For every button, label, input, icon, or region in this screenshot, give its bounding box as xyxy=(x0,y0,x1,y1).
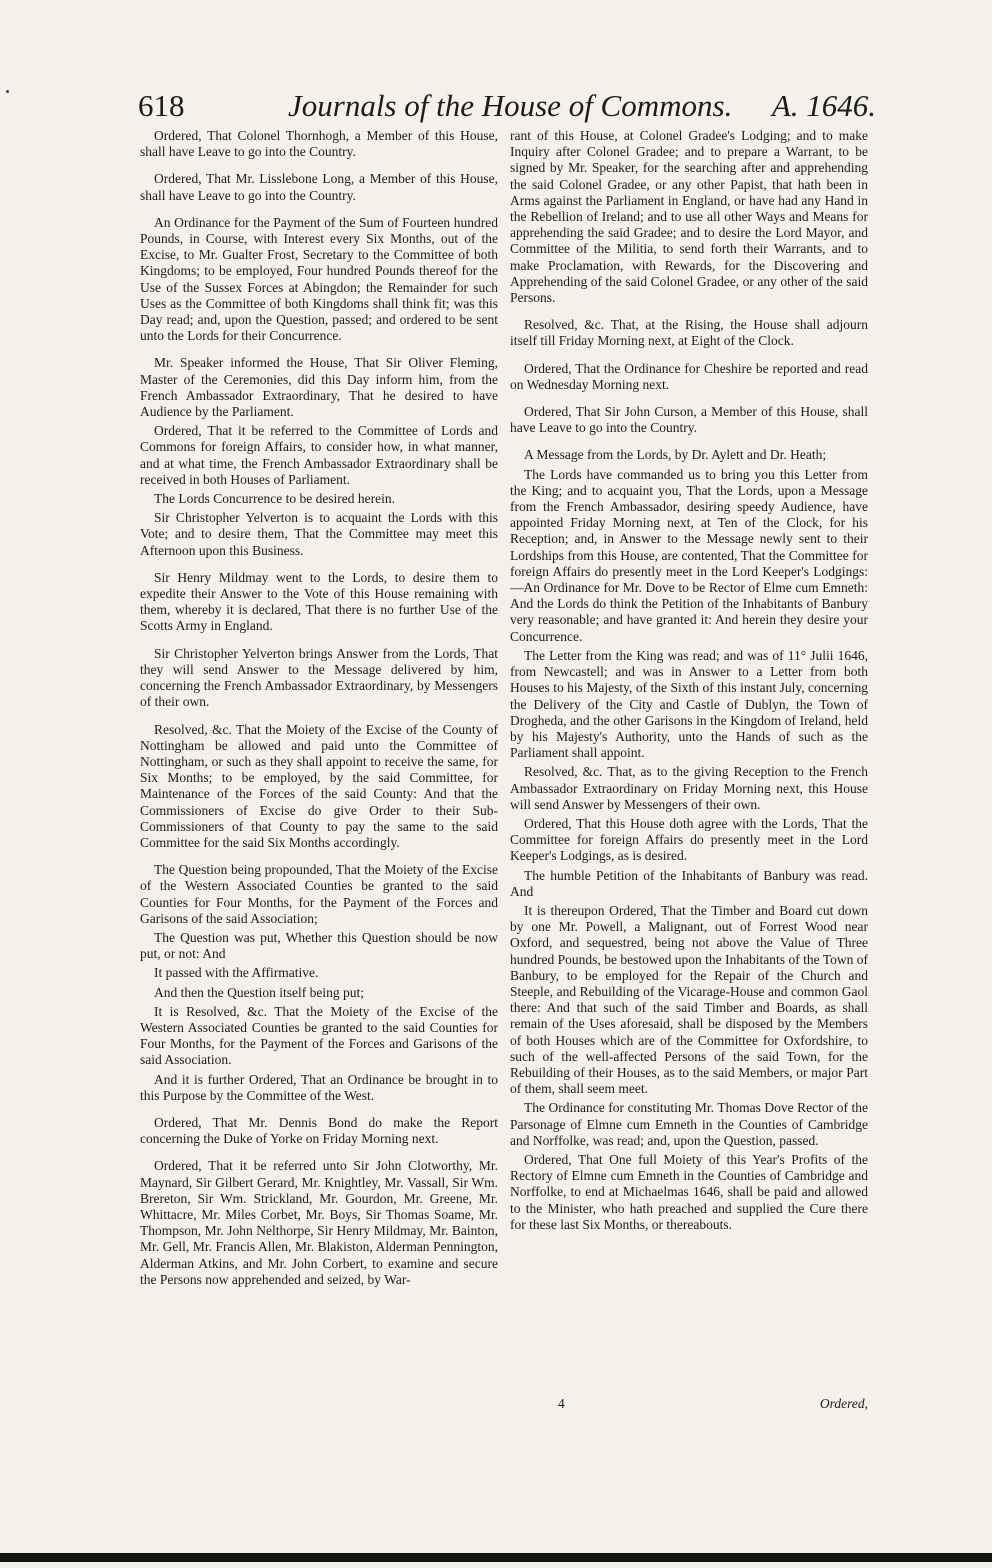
entry: And it is further Ordered, That an Ordinance be brought in to this Purpose by the Committee of the West. xyxy=(140,1071,498,1103)
page-footer xyxy=(510,1396,868,1414)
margin-speck xyxy=(6,90,9,93)
entry: It is thereupon Ordered, That the Timber and Board cut down by one Mr. Powell, a Malignant, out of Forrest Wood near Oxford, and sequestred, being not above the Value of Three hundred Pounds, be bestowed upon the Inhabitants of the Town of Banbury, to be employed for the Repair of the Church and Steeple, and Rebuilding of the Vicarage-House and common Gaol there: And that such of the said Timber and Boards, as shall remain of the Uses aforesaid, shall be disposed by the Members of both Houses which are of the Committee for Oxfordshire, to such of the well-affected Persons of the said Town, for the Rebuilding of their Houses, as to the said Members, or major Part of them, shall seem meet. xyxy=(510,902,868,1097)
entry: Ordered, That it be referred to the Committee of Lords and Commons for foreign Affairs, to consider how, in what manner, and at what time, the French Ambassador Extraordinary shall be received in both Houses of Parliament. xyxy=(140,423,498,487)
year-label: A. 1646. xyxy=(771,88,876,123)
entry: rant of this House, at Colonel Gradee's Lodging; and to make Inquiry after Colonel Gradee; and to prepare a Warrant, to be signed by Mr. Speaker, for the searching after and apprehending the said Colonel Gradee, or any other Papist, that hath been in Arms against the Parliament in England, or have had any Hand in the Rebellion of Ireland; and to use all other Ways and Means for apprehending the said Gradee; and to desire the Lord Mayor, and Committee of the Militia, to send forth their Warrants, and to make Proclamation, with Rewards, for the Discovering and Apprehending of the said Colonel Gradee, or any other of the said Persons. xyxy=(510,128,868,306)
entry: Sir Henry Mildmay went to the Lords, to desire them to expedite their Answer to the Vote of this House remaining with them, whereby it is declared, That there is no further Use of the Scotts Army in England. xyxy=(140,569,498,634)
entry: Ordered, That One full Moiety of this Year's Profits of the Rectory of Elmne cum Emneth in the Counties of Cambridge and Norffolke, to end at Michaelmas 1646, shall be paid and allowed to the Minister, who hath preached and supplied the Cure there for these last Six Months, or thereabouts. xyxy=(510,1151,868,1232)
entry: The Question was put, Whether this Question should be now put, or not: And xyxy=(140,929,498,962)
bottom-border xyxy=(0,1553,992,1562)
entry: It passed with the Affirmative. xyxy=(154,965,319,981)
entry: Ordered, That this House doth agree with the Lords, That the Committee for foreign Affairs do presently meet in the Lord Keeper's Lodgings, as is desired. xyxy=(510,815,868,864)
entry: Ordered, That the Ordinance for Cheshire be reported and read on Wednesday Morning next. xyxy=(510,360,868,392)
entry: The Lords Concurrence to be desired herein. xyxy=(154,491,396,507)
journal-title: Journals of the House of Commons. xyxy=(288,88,733,123)
entry: The Lords have commanded us to bring you this Letter from the King; and to acquaint you, That the Lords, upon a Message from the French Ambassador, desiring speedy Audience, have appointed Friday Morning next, at Ten of the Clock, for his Reception; and, in Answer to the Message newly sent to their Lordships from this House, are contented, That the Committee for foreign Affairs do presently meet in the Lord Keeper's Lodgings: —An Ordinance for Mr. Dove to be Rector of Elme cum Emneth: And the Lords do think the Petition of the Inhabitants of Banbury very reasonable; and have granted it: And herein they desire your Concurrence. xyxy=(510,466,868,644)
entry: The Ordinance for constituting Mr. Thomas Dove Rector of the Parsonage of Elmne cum Emneth in the Counties of Cambridge and Norffolke, was read; and, upon the Question, passed. xyxy=(510,1100,868,1148)
entry: It is Resolved, &c. That the Moiety of the Excise of the Western Associated Counties be granted to the said Counties for Four Months, for the Payment of the Forces and Garisons of the said Association. xyxy=(140,1003,498,1068)
page-number: 618 xyxy=(138,88,185,123)
catchword: Ordered, xyxy=(819,1396,868,1411)
entry: The humble Petition of the Inhabitants of Banbury was read. And xyxy=(510,867,868,899)
left-column xyxy=(140,128,498,1291)
entry: Ordered, That Sir John Curson, a Member of this House, shall have Leave to go into the Country. xyxy=(510,404,868,436)
entry: The Question being propounded, That the Moiety of the Excise of the Western Associated Counties be granted to the said Counties for Four Months, for the Payment of the Forces and Garisons of the said Association; xyxy=(140,862,498,926)
entry: Mr. Speaker informed the House, That Sir Oliver Fleming, Master of the Ceremonies, did this Day inform him, from the French Ambassador Extraordinary, That he desired to have Audience by the Parliament. xyxy=(140,355,498,420)
page-header xyxy=(138,86,876,126)
entry: Sir Christopher Yelverton brings Answer from the Lords, That they will send Answer to the Message delivered by him, concerning the French Ambassador Extraordinary, by Messengers of their own. xyxy=(140,645,498,710)
right-column xyxy=(510,128,868,1236)
entry: Ordered, That Mr. Dennis Bond do make the Report concerning the Duke of Yorke on Friday Morning next. xyxy=(140,1114,498,1147)
entry: The Letter from the King was read; and was of 11° Julii 1646, from Newcastell; and was in Answer to a Letter from both Houses to his Majesty, of the Sixth of this instant July, concerning the Delivery of the City and Castle of Dublyn, the Town of Drogheda, and the other Garisons in the Kingdom of Ireland, held by his Majesty's Authority, unto the Hands of such as the Parliament shall appoint. xyxy=(510,647,868,761)
entry: Resolved, &c. That, as to the giving Reception to the French Ambassador Extraordinary on Friday Morning next, this House will send Answer by Messengers of their own. xyxy=(510,764,868,812)
entry: Sir Christopher Yelverton is to acquaint the Lords with this Vote; and to desire them, That the Committee may meet this Afternoon upon this Business. xyxy=(140,510,498,558)
entry: Resolved, &c. That the Moiety of the Excise of the County of Nottingham be allowed and paid unto the Committee of Nottingham, or such as they shall appoint to receive the same, for Six Months; to be employed, by the said Committee, for Maintenance of the Forces of the said County: And that the Commissioners of Excise do give Order to their Sub-Commissioners of that County to pay the same to the said Committee for the said Six Months accordingly. xyxy=(140,721,498,850)
entry: Ordered, That Mr. Lisslebone Long, a Member of this House, shall have Leave to go into the Country. xyxy=(140,171,498,203)
signature-mark: 4 xyxy=(558,1396,565,1411)
entry: A Message from the Lords, by Dr. Aylett and Dr. Heath; xyxy=(524,447,827,463)
entry: Ordered, That Colonel Thornhogh, a Member of this House, shall have Leave to go into the Country. xyxy=(140,128,498,160)
entry: Ordered, That it be referred unto Sir John Clotworthy, Mr. Maynard, Sir Gilbert Gerard, Mr. Knightley, Mr. Vassall, Sir Wm. Brereton, Sir Wm. Strickland, Mr. Gourdon, Mr. Greene, Mr. Whittacre, Mr. Miles Corbet, Mr. Boys, Sir Thomas Soame, Mr. Thompson, Mr. John Nelthorpe, Sir Henry Mildmay, Mr. Bainton, Mr. Gell, Mr. Francis Allen, Mr. Blakiston, Alderman Pennington, Alderman Atkins, and Mr. John Corbert, to examine and secure the Persons now apprehended and seized, by War- xyxy=(140,1158,498,1287)
entry: Resolved, &c. That, at the Rising, the House shall adjourn itself till Friday Morning next, at Eight of the Clock. xyxy=(510,317,868,349)
entry: An Ordinance for the Payment of the Sum of Fourteen hundred Pounds, in Course, with Interest every Six Months, out of the Excise, to Mr. Gualter Frost, Secretary to the Committee of both Kingdoms; to be employed, Four hundred Pounds thereof for the Use of the Sussex Forces at Abingdon; the Remainder for such Uses as the Committee of both Kingdoms shall think fit; was this Day read; and, upon the Question, passed; and ordered to be sent unto the Lords for their Concurrence. xyxy=(140,214,498,344)
entry: And then the Question itself being put; xyxy=(154,984,364,1000)
